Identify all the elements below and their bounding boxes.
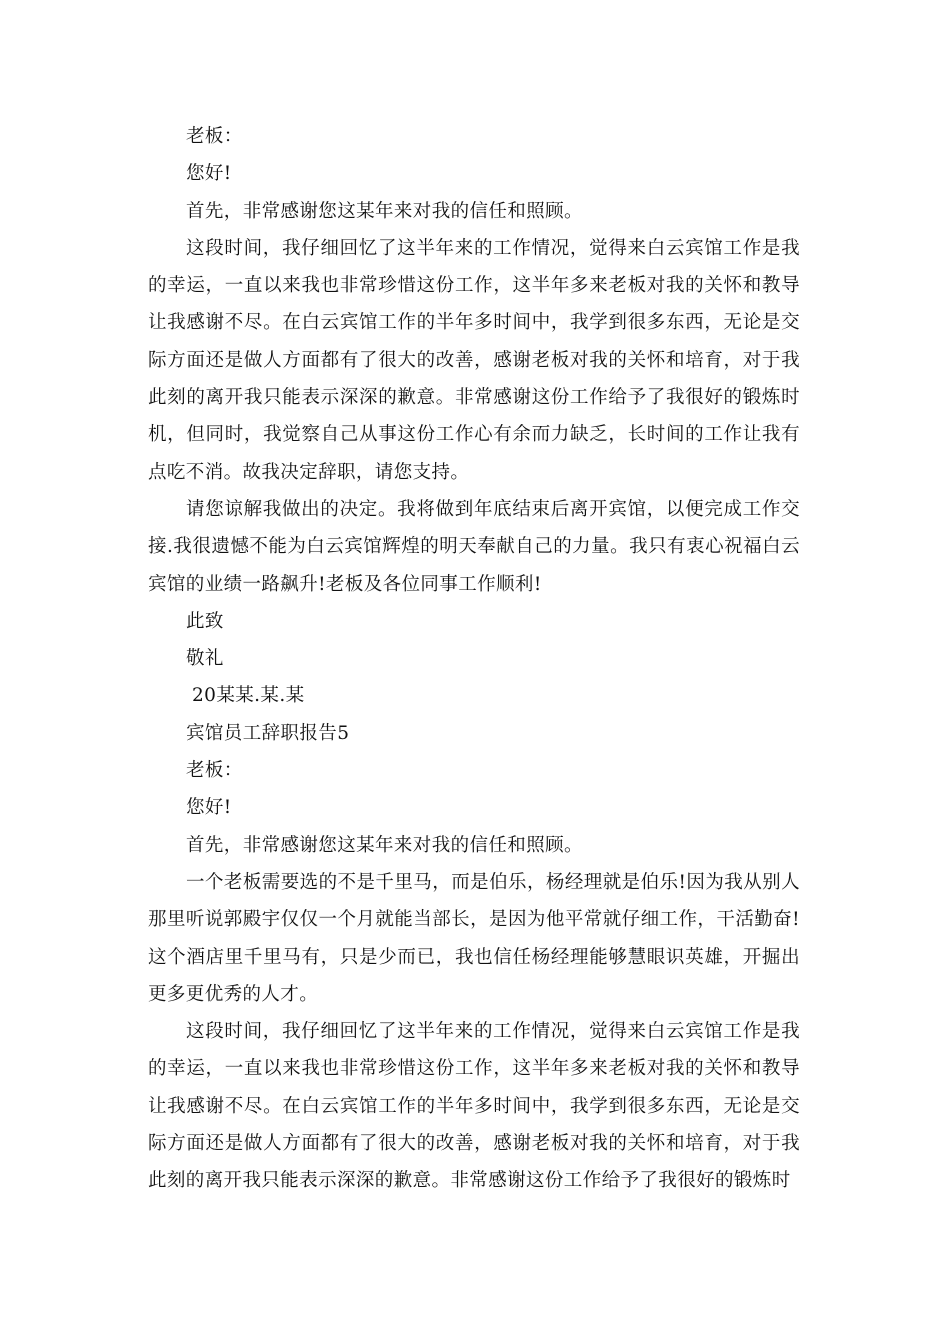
body-paragraph: 请您谅解我做出的决定。我将做到年底结束后离开宾馆，以便完成工作交接.我很遗憾不能为白云宾馆辉煌的明天奉献自己的力量。我只有衷心祝福白云宾馆的业绩一路飙升!老板及各位同事工作顺利!	[148, 498, 800, 595]
date-line: 20某某.某.某	[192, 685, 305, 707]
body-paragraph: 这段时间，我仔细回忆了这半年来的工作情况，觉得来白云宾馆工作是我的幸运，一直以来我也非常珍惜这份工作，这半年多来老板对我的关怀和教导让我感谢不尽。在白云宾馆工作的半年多时间中，我学到很多东西，无论是交际方面还是做人方面都有了很大的改善，感谢老板对我的关怀和培育，对于我此刻的离开我只能表示深深的歉意。非常感谢这份工作给予了我很好的锻炼时	[148, 1021, 800, 1192]
body-paragraph: 一个老板需要选的不是千里马，而是伯乐，杨经理就是伯乐!因为我从别人那里听说郭殿宇仅仅一个月就能当部长，是因为他平常就仔细工作，干活勤奋!这个酒店里千里马有，只是少而已，我也信任杨经理能够慧眼识英雄，开掘出更多更优秀的人才。	[148, 871, 800, 1005]
thanks-line: 首先，非常感谢您这某年来对我的信任和照顾。	[186, 834, 583, 856]
body-paragraph: 这段时间，我仔细回忆了这半年来的工作情况，觉得来白云宾馆工作是我的幸运，一直以来我也非常珍惜这份工作，这半年多来老板对我的关怀和教导让我感谢不尽。在白云宾馆工作的半年多时间中，我学到很多东西，无论是交际方面还是做人方面都有了很大的改善，感谢老板对我的关怀和培育，对于我此刻的离开我只能表示深深的歉意。非常感谢这份工作给予了我很好的锻炼时机，但同时，我觉察自己从事这份工作心有余而力缺乏，长时间的工作让我有点吃不消。故我决定辞职，请您支持。	[148, 237, 800, 483]
greeting: 您好!	[186, 163, 232, 185]
closing-line: 敬礼	[186, 648, 224, 670]
salutation: 老板：	[186, 126, 243, 147]
salutation: 老板：	[186, 760, 243, 782]
thanks-line: 首先，非常感谢您这某年来对我的信任和照顾。	[186, 200, 583, 222]
greeting: 您好!	[186, 797, 232, 819]
section-title: 宾馆员工辞职报告5	[186, 722, 350, 744]
closing-line: 此致	[186, 610, 224, 632]
document-page	[148, 118, 800, 1200]
